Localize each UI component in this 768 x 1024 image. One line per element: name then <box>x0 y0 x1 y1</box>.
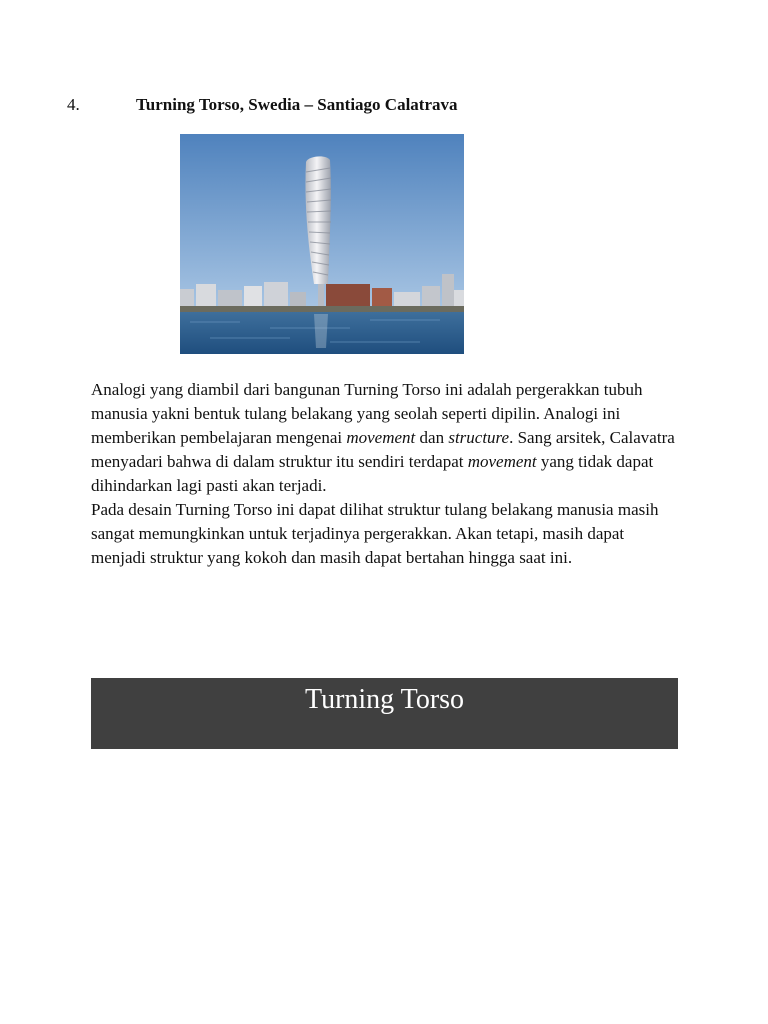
banner-title: Turning Torso <box>304 684 465 715</box>
text-run: Analogi yang diambil dari bangunan Turning Torso ini adalah pergerakkan tubuh manusia yakni bentuk tulang belakang yang seolah seperti dipilin. Analogi ini memberikan pembelajaran mengenai <box>91 380 643 447</box>
emphasis-structure: structure <box>448 428 510 447</box>
paragraph-1 <box>91 378 681 498</box>
section-title: Turning Torso, Swedia – Santiago Calatrava <box>136 95 458 114</box>
emphasis-movement: movement <box>467 452 537 471</box>
turning-torso-photo <box>180 134 464 354</box>
section-heading <box>67 95 458 115</box>
text-run: . Sang arsitek, Calavatra menyadari bahwa di dalam struktur itu sendiri terdapat <box>91 428 675 471</box>
section-number: 4. <box>67 95 80 114</box>
paragraph-2: Pada desain Turning Torso ini dapat dilihat struktur tulang belakang manusia masih sangat memungkinkan untuk terjadinya pergerakkan. Akan tetapi, masih dapat menjadi struktur yang kokoh dan masih dapat bertahan hingga saat ini. <box>91 500 659 567</box>
title-banner <box>91 678 678 749</box>
body-text <box>91 378 681 570</box>
text-run: dan <box>415 428 449 447</box>
emphasis-movement: movement <box>346 428 416 447</box>
text-run: yang tidak dapat dihindarkan lagi pasti akan terjadi. <box>91 452 654 495</box>
